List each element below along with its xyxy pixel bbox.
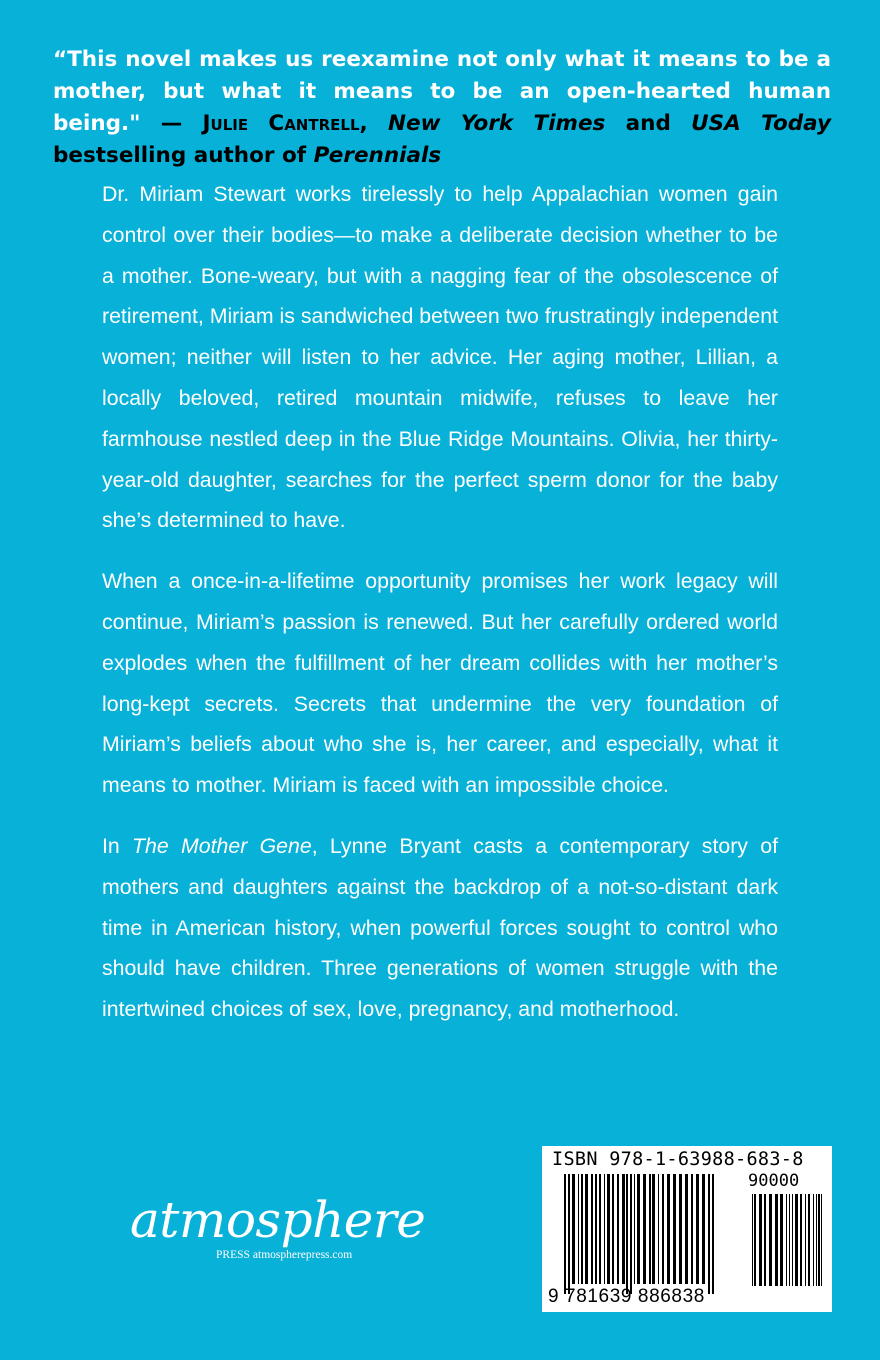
barcode-bar: [769, 1194, 772, 1286]
quote-credit-tail: bestselling author of: [53, 143, 314, 168]
barcode-bar: [581, 1174, 583, 1284]
barcode-bar: [696, 1174, 699, 1284]
barcode-bar: [775, 1194, 778, 1286]
barcode-bar: [759, 1194, 762, 1286]
description-paragraph-3: [102, 826, 778, 1030]
quote-publication-2: USA Today: [691, 111, 831, 136]
barcode-bar: [752, 1194, 753, 1286]
quote-book-title: Perennials: [313, 143, 442, 168]
barcode-bar: [617, 1174, 619, 1284]
barcode-bar: [572, 1174, 575, 1284]
description-book-title: The Mother Gene: [132, 833, 312, 858]
description-paragraph-1: Dr. Miriam Stewart works tirelessly to help Appalachian women gain control over their bodies—to make a deliberate decision whether to be a mother. Bone-weary, but with a nagging fear of the obsolescence of retirement, Miriam is sandwiched between two frustratingly independent women; neither will listen to her advice. Her aging mother, Lillian, a locally beloved, retired mountain midwife, refuses to leave her farmhouse nestled deep in the Blue Ridge Mountains. Olivia, her thirty-year-old daughter, searches for the perfect sperm donor for the baby she’s determined to have.: [102, 182, 778, 533]
barcode-bar: [612, 1174, 614, 1284]
barcode-bar: [821, 1194, 822, 1286]
barcode-bar: [789, 1194, 790, 1286]
price-code: 90000: [748, 1171, 800, 1191]
book-description: [102, 174, 778, 1050]
publisher-logo: [130, 1190, 426, 1280]
barcode-bar: [626, 1174, 628, 1294]
barcode-bar: [649, 1174, 651, 1284]
barcode-bar: [662, 1174, 664, 1284]
barcode-bar: [795, 1194, 798, 1286]
barcode-bar: [685, 1174, 688, 1284]
barcode-bar: [786, 1194, 787, 1286]
barcode-bar: [564, 1174, 566, 1294]
barcode-bar: [658, 1174, 659, 1284]
barcode-bar: [800, 1194, 802, 1286]
barcode-bar: [712, 1174, 714, 1294]
barcode-bar: [667, 1174, 670, 1284]
quote-publication-1: New York Times: [388, 111, 606, 136]
publisher-subline: [216, 1248, 352, 1262]
barcode-bar: [764, 1194, 766, 1286]
quote-author: Julie Cantrell: [202, 111, 360, 136]
barcode-bar: [599, 1174, 601, 1284]
barcode-bar: [652, 1174, 655, 1284]
barcode-bar: [637, 1174, 640, 1284]
barcode-bar: [679, 1174, 682, 1284]
quote-dash: —: [140, 111, 203, 136]
barcode-bar: [808, 1194, 810, 1286]
barcode-bar: [630, 1174, 632, 1294]
barcode-bar: [595, 1174, 597, 1284]
description-p3-pre: In: [102, 833, 133, 858]
endorsement-quote: [53, 44, 831, 172]
quote-text: “This novel makes us reexamine not only what it means to be a mother, but what it means to be an open-hearted human being.": [53, 47, 831, 136]
barcode-bar: [816, 1194, 817, 1286]
barcode-bar: [568, 1174, 570, 1294]
isbn-label: ISBN 978-1-63988-683-8: [552, 1149, 804, 1170]
barcode-bar: [643, 1174, 646, 1284]
barcode-bar: [702, 1174, 705, 1284]
barcode-bar: [585, 1174, 588, 1284]
barcode-bar: [622, 1174, 625, 1284]
isbn-barcode: [542, 1146, 832, 1312]
barcode-bar: [673, 1174, 676, 1284]
barcode-bar: [634, 1174, 635, 1284]
barcode-bar: [754, 1194, 756, 1286]
quote-and: and: [605, 111, 692, 136]
barcode-bar: [805, 1194, 806, 1286]
barcode-bar: [792, 1194, 793, 1286]
description-paragraph-2: When a once-in-a-lifetime opportunity promises her work legacy will continue, Miriam’s passion is renewed. But her carefully ordered world explodes when the fulfillment of her dream collides with her mother’s long-kept secrets. Secrets that undermine the very foundation of Miriam’s beliefs about who she is, her career, and especially, what it means to mother. Miriam is faced with an impossible choice.: [102, 569, 778, 798]
publisher-press: PRESS: [216, 1249, 250, 1261]
publisher-logo-word: atmosphere: [130, 1191, 426, 1249]
quote-comma: ,: [359, 111, 388, 136]
barcode-bar: [708, 1174, 710, 1294]
barcode-bar: [691, 1174, 693, 1284]
barcode-bar: [780, 1194, 783, 1286]
barcode-bar: [607, 1174, 610, 1284]
barcode-bar: [604, 1174, 605, 1284]
barcode-bar: [591, 1174, 593, 1284]
ean-digits: 9 781639 886838: [548, 1286, 705, 1307]
barcode-bar: [578, 1174, 579, 1284]
publisher-website: atmospherepress.com: [252, 1249, 353, 1261]
barcode-bar: [818, 1194, 820, 1286]
description-p3-post: , Lynne Bryant casts a contemporary story of mothers and daughters against the backdrop of a not-so-distant dark time in American history, when powerful forces sought to control who should have children. Three generations of women struggle with the intertwined choices of sex, love, pregnancy, and motherhood.: [102, 833, 778, 1022]
barcode-bar: [813, 1194, 814, 1286]
